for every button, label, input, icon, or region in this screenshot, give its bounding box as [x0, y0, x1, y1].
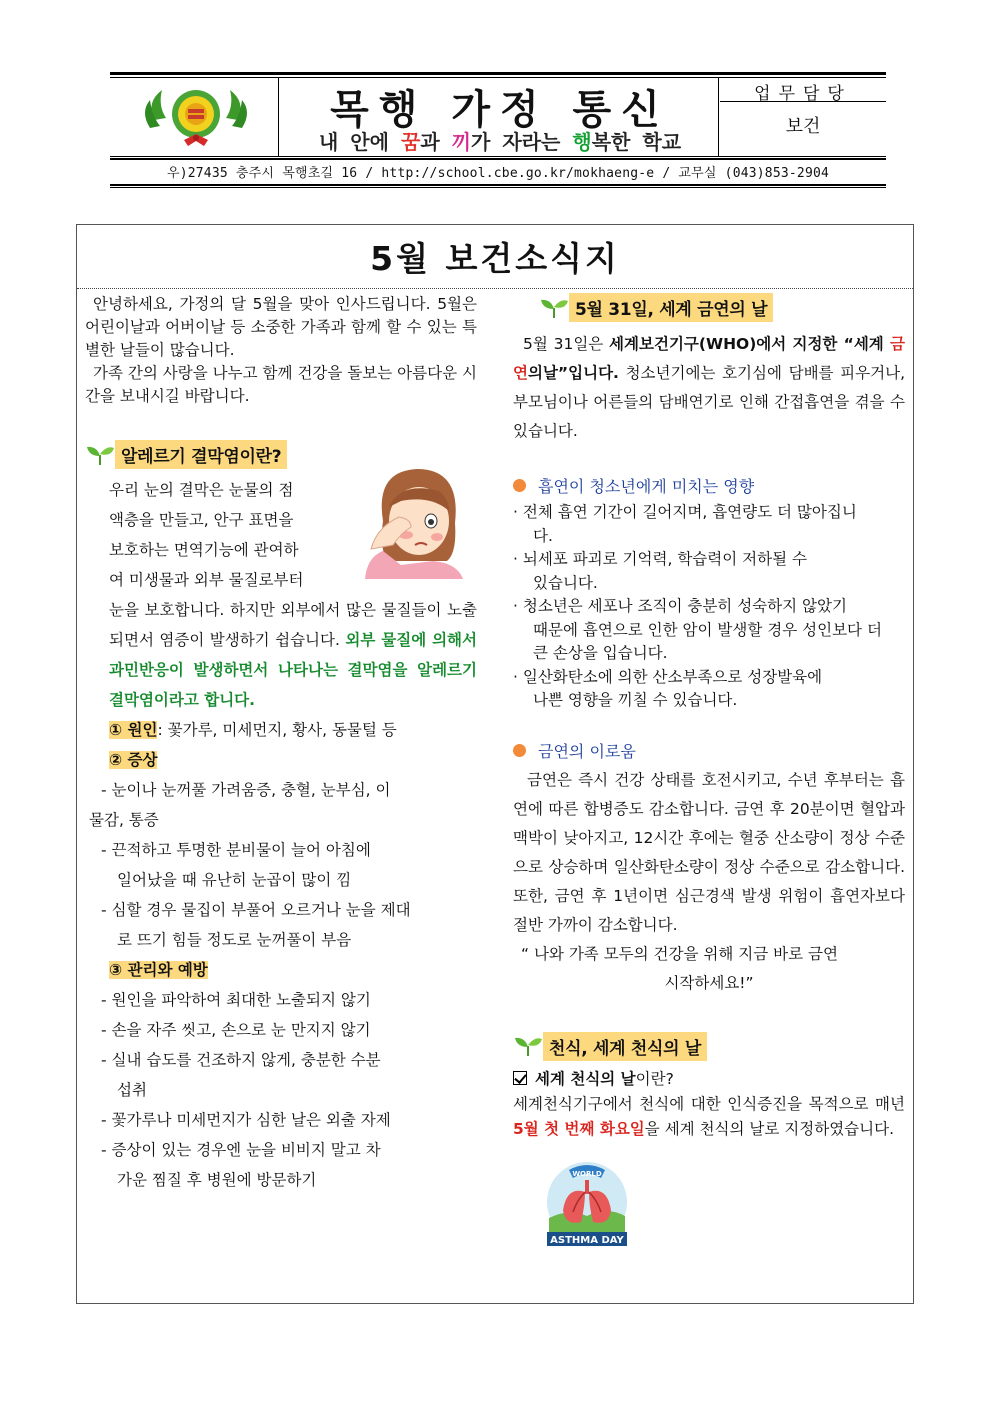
intro-paragraph: 가족 간의 사랑을 나누고 함께 건강을 돌보는 아름다운 시간을 보내시길 바랍니다. [85, 364, 477, 405]
list-item: - 원인을 파악하여 최대한 노출되지 않기 [101, 991, 371, 1009]
asthma-question-rest: 이란? [635, 1069, 674, 1088]
bullet-dot-icon [513, 744, 526, 757]
text-line: 액층을 만들고, 안구 표면을 [109, 511, 294, 529]
list-item: 가운 찜질 후 병원에 방문하기 [117, 1171, 317, 1189]
list-item: 있습니다. [533, 573, 598, 592]
intro-emphasis: 의날”입니다. [527, 364, 619, 382]
intro-paragraph: 안녕하세요, 가정의 달 5월을 맞아 인사드립니다. 5월은 어린이날과 어버이날 등 소중한 가족과 함께 할 수 있는 특별한 날들이 많습니다. [85, 295, 477, 359]
page-title: 5월 보건소식지 [370, 239, 620, 278]
cause-line [85, 715, 477, 745]
text-line: 보호하는 면역기능에 관여하 [109, 541, 299, 559]
slogan-keyword: 행 [572, 130, 592, 154]
slogan-part: 가 자라는 [471, 130, 573, 154]
benefits-text: 금연은 즉시 건강 상태를 호전시키고, 수년 후부터는 흡연에 따른 합병증도 감소합니다. 금연 후 20분이면 혈압과 맥박이 낮아지고, 12시간 후에는 혈중 산소량이 정상 수준으로 상승하며 일산화탄소량이 정상 수준으로 감소합니다. 또한, 금연 후 1년이면 심근경색 발생 위험이 흡연자보다 절반 가까이 감소합니다. [513, 770, 905, 934]
list-item: - 증상이 있는 경우엔 눈을 비비지 말고 차 [101, 1141, 381, 1159]
badge-top-text: WORLD [572, 1169, 602, 1178]
cause-label: ① 원인 [109, 721, 158, 739]
masthead-rule [110, 187, 886, 188]
list-item: - 꽃가루나 미세먼지가 심한 날은 외출 자제 [101, 1111, 391, 1129]
list-item: · 전체 흡연 기간이 길어지며, 흡연량도 더 많아집니 [513, 503, 857, 521]
list-item: - 심할 경우 물집이 부풀어 오르거나 눈을 제대 [101, 901, 411, 919]
asthma-question-bold: 세계 천식의 날 [535, 1069, 636, 1088]
allergy-wrap-text [85, 475, 355, 595]
asthma-text: 을 세계 천식의 날로 지정하였습니다. [644, 1119, 895, 1138]
asthma-description [513, 1092, 905, 1142]
list-item: 나쁜 영향을 끼칠 수 있습니다. [533, 691, 738, 709]
intro-text: 5월 31일은 [523, 335, 610, 353]
list-item: - 눈이나 눈꺼풀 가려움증, 충혈, 눈부심, 이 [101, 781, 391, 799]
intro-emphasis: 세계보건기구(WHO)에서 지정한 “세계 [609, 335, 891, 353]
asthma-day-badge [539, 1156, 635, 1252]
effects-list [513, 501, 905, 713]
right-column [513, 293, 905, 1256]
sprout-icon [539, 297, 569, 319]
asthma-date: 5월 첫 번째 화요일 [513, 1119, 645, 1138]
masthead-rule [110, 184, 886, 186]
symptom-line [85, 745, 477, 775]
duty-value: 보건 [785, 116, 821, 137]
section-title: 5월 31일, 세계 금연의 날 [569, 293, 773, 322]
newsletter-title: 목행 가정 통신 [330, 87, 670, 133]
section-title: 천식, 세계 천식의 날 [543, 1032, 707, 1061]
masthead-rule [110, 72, 886, 75]
slogan-part: 복한 학교 [591, 130, 682, 154]
sprout-icon [513, 1035, 543, 1057]
text-line: 여 미생물과 외부 물질로부터 [109, 571, 304, 589]
nosmoking-heading [513, 293, 905, 322]
school-address: 우)27435 충주시 목행초길 16 / http://school.cbe.go.kr/mokhaeng-e / 교무실 (043)853-2904 [166, 166, 830, 181]
content-frame [76, 224, 914, 1304]
list-item: 물감, 통증 [89, 811, 159, 829]
list-item: - 끈적하고 투명한 분비물이 늘어 아침에 [101, 841, 371, 859]
asthma-question [513, 1067, 905, 1089]
school-slogan [280, 126, 720, 155]
checkbox-icon [513, 1071, 527, 1085]
text-line: 우리 눈의 결막은 눈물의 점 [109, 481, 294, 499]
symptom-label: ② 증상 [109, 751, 158, 769]
nosmoking-intro [513, 330, 905, 446]
list-item: - 손을 자주 씻고, 손으로 눈 만지지 않기 [101, 1021, 371, 1039]
asthma-text: 세계천식기구에서 천식에 대한 인식증진을 목적으로 매년 [513, 1094, 905, 1113]
quote-line: “ 나와 가족 모두의 건강을 위해 지금 바로 금연 [521, 944, 838, 963]
slogan-keyword: 끼 [451, 130, 472, 154]
slogan-part: 과 [420, 130, 452, 154]
bullet-dot-icon [513, 479, 526, 492]
masthead-rule [110, 158, 886, 160]
list-item: 일어났을 때 유난히 눈곱이 많이 낌 [117, 871, 352, 889]
left-column [85, 293, 477, 1195]
masthead-rule [110, 156, 886, 157]
section-title: 알레르기 결막염이란? [115, 440, 287, 469]
slogan-keyword: 꿈 [400, 130, 421, 154]
list-item: · 일산화탄소에 의한 산소부족으로 성장발육에 [513, 667, 823, 686]
list-item: 섭취 [117, 1081, 147, 1099]
list-item: - 실내 습도를 건조하지 않게, 충분한 수분 [101, 1051, 381, 1069]
effects-heading [513, 474, 905, 497]
school-emblem-icon [132, 84, 260, 150]
subsection-title: 금연의 이로움 [538, 741, 636, 761]
list-item: 로 뜨기 힘들 정도로 눈꺼풀이 부음 [117, 931, 352, 949]
cause-text: : 꽃가루, 미세먼지, 황사, 동물털 등 [157, 721, 397, 739]
care-label: ③ 관리와 예방 [109, 961, 208, 979]
allergy-definition: 외부 물질에 의해서 과민반응이 발생하면서 나타나는 결막염을 알레르기 결막염이라고 합니다. [109, 631, 478, 709]
masthead [110, 72, 886, 188]
badge-bottom-text: ASTHMA DAY [550, 1234, 624, 1246]
benefits-heading [513, 739, 905, 762]
subsection-title: 흡연이 청소년에게 미치는 영향 [538, 477, 755, 496]
allergy-text: 눈을 보호합니다. 하지만 외부에서 많은 물질들이 노출되면서 염증이 발생하기 쉽습니다. [109, 601, 477, 649]
care-line [85, 955, 477, 985]
list-item: · 뇌세포 파괴로 기억력, 학습력이 저하될 수 [513, 550, 807, 568]
girl-rubbing-eye-illustration [361, 461, 473, 581]
intro-text: 청소년기에는 호기심에 담배를 피우거나, 부모님이나 어른들의 담배연기로 인해 간접흡연을 겪을 수 있습니다. [513, 364, 905, 440]
asthma-heading [513, 1032, 905, 1061]
list-item: · 청소년은 세포나 조직이 충분히 성숙하지 않았기 [513, 597, 847, 615]
quote-line: 시작하세요!” [664, 973, 754, 992]
title-divider [77, 288, 913, 289]
sprout-icon [85, 444, 115, 466]
list-item: 때문에 흡연으로 인한 암이 발생할 경우 성인보다 더 [533, 620, 882, 639]
list-item: 다. [533, 526, 553, 545]
list-item: 큰 손상을 입습니다. [533, 644, 668, 662]
intro-keyword: 금연 [513, 335, 905, 382]
slogan-part: 내 안에 [318, 130, 401, 154]
masthead-divider [278, 78, 279, 156]
allergy-description [85, 595, 477, 715]
duty-label: 업무담당 [720, 78, 886, 102]
allergy-body [85, 475, 477, 715]
